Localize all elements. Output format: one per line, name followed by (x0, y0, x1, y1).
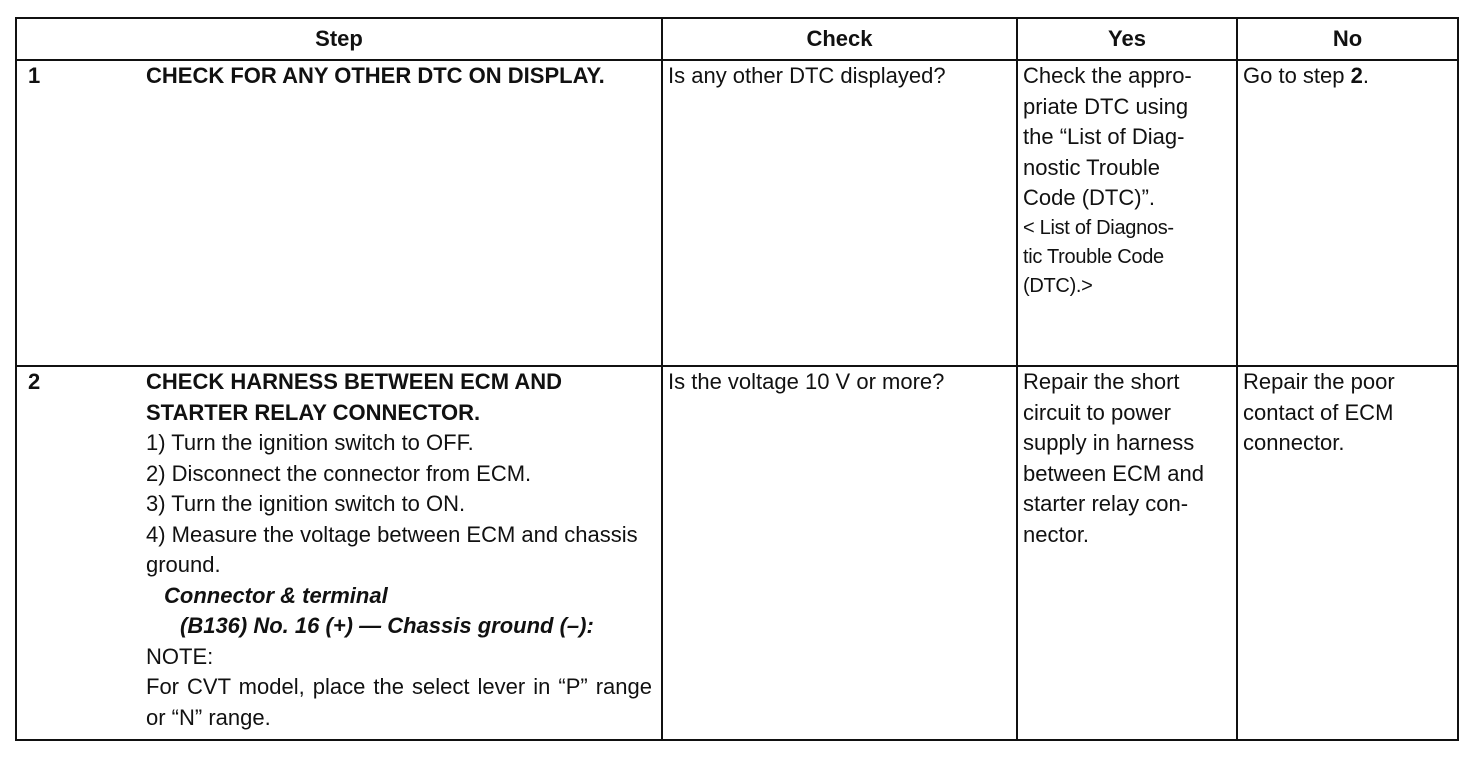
instruction-item: 2) Disconnect the connector from ECM. (146, 460, 532, 486)
connector-label: Connector & terminal (164, 582, 388, 608)
yes-text-line: Code (DTC)”. (1023, 185, 1156, 210)
step-cell (16, 366, 662, 740)
step-cell (16, 60, 662, 366)
diagnostic-table (15, 17, 1459, 741)
no-text-suffix: . (1362, 63, 1370, 88)
step-number: 1 (28, 63, 41, 88)
table-row (16, 60, 1458, 366)
step-title-line: STARTER RELAY CONNECTOR. (146, 399, 481, 425)
yes-text-line: between ECM and (1023, 460, 1204, 486)
dtc-reference-line: (DTC).> (1023, 274, 1093, 297)
yes-text-line: priate DTC using (1023, 93, 1189, 119)
note-label: NOTE: (146, 643, 214, 669)
yes-text-line: supply in harness (1023, 430, 1195, 455)
header-row (16, 18, 1458, 60)
step-title: CHECK FOR ANY OTHER DTC ON DISPLAY. (146, 63, 605, 88)
header-step: Step (16, 18, 662, 60)
yes-text-line: nostic Trouble (1023, 154, 1160, 180)
yes-cell (1017, 366, 1237, 740)
dtc-reference-line: < List of Diagnos- (1023, 216, 1174, 239)
yes-text-line: Repair the short (1023, 369, 1180, 394)
table-row (16, 366, 1458, 740)
header-no: No (1237, 18, 1458, 60)
no-text-line: contact of ECM (1243, 399, 1394, 425)
instruction-item: 3) Turn the ignition switch to ON. (146, 491, 466, 516)
no-cell (1237, 60, 1458, 366)
yes-text-line: Check the appro- (1023, 63, 1192, 88)
no-cell (1237, 366, 1458, 740)
check-text: Is the voltage 10 V or more? (668, 369, 945, 394)
no-text-prefix: Go to step (1243, 63, 1345, 88)
yes-text-line: the “List of Diag- (1023, 124, 1185, 149)
step-number: 2 (28, 369, 41, 394)
yes-text-line: nector. (1023, 521, 1090, 547)
no-text-line: Repair the poor (1243, 369, 1395, 394)
header-check: Check (662, 18, 1017, 60)
instruction-item: 4) Measure the voltage between ECM and chassis ground. (146, 521, 638, 577)
check-text: Is any other DTC displayed? (668, 63, 946, 88)
header-yes: Yes (1017, 18, 1237, 60)
no-text-line: connector. (1243, 430, 1345, 455)
step-title-line: CHECK HARNESS BETWEEN ECM AND (146, 369, 562, 394)
no-step-link: 2 (1350, 63, 1363, 88)
yes-text-line: circuit to power (1023, 399, 1171, 425)
yes-text-line: starter relay con- (1023, 491, 1189, 516)
dtc-reference-line: tic Trouble Code (1023, 245, 1164, 268)
yes-cell (1017, 60, 1237, 366)
connector-value: (B136) No. 16 (+) — Chassis ground (–): (180, 613, 594, 638)
instruction-item: 1) Turn the ignition switch to OFF. (146, 430, 474, 455)
note-text: For CVT model, place the select lever in “P” range or “N” range. (146, 674, 652, 730)
check-cell (662, 366, 1017, 740)
check-cell (662, 60, 1017, 366)
